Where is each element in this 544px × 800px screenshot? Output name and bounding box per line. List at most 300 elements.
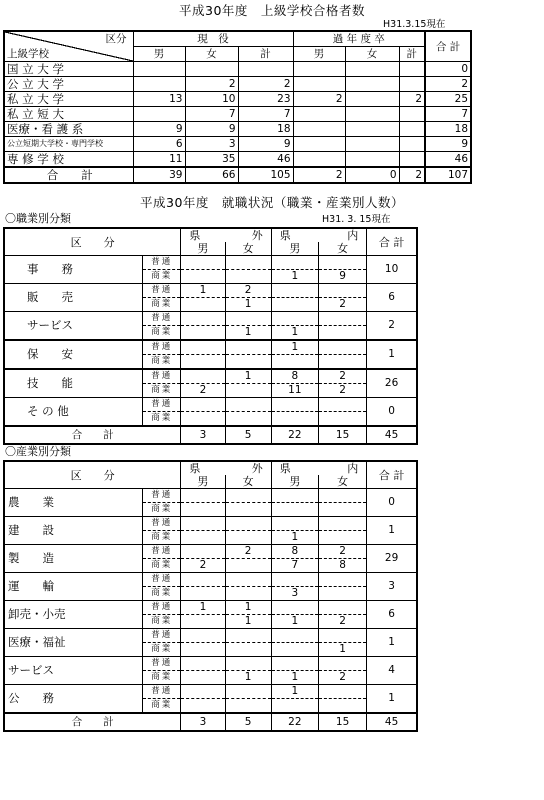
cell: 2 <box>238 77 293 92</box>
cell <box>318 312 366 326</box>
cell: 1 <box>271 671 318 685</box>
cell <box>181 671 225 685</box>
course-general-label: 普通 <box>143 657 181 671</box>
cell: 1 <box>271 531 318 545</box>
cell <box>181 699 225 714</box>
cell: 9 <box>133 122 185 137</box>
cell <box>271 629 318 643</box>
school-type-label: 専 修 学 校 <box>4 152 133 168</box>
sum-cell: 3 <box>181 426 225 444</box>
header-subtotal: 計 <box>399 47 425 62</box>
school-type-label: 私 立 大 学 <box>4 92 133 107</box>
header-male: 男 <box>271 475 318 489</box>
cell <box>225 398 271 412</box>
cell <box>225 355 271 370</box>
course-general-label: 普通 <box>143 398 181 412</box>
category-total: 1 <box>367 517 417 545</box>
header-kubun: 区 分 <box>4 228 181 256</box>
header-outside-b: 外 <box>251 229 263 242</box>
cell <box>318 256 366 270</box>
header-kubun: 区 分 <box>4 461 181 489</box>
cell <box>271 699 318 714</box>
admission-row <box>4 77 471 92</box>
course-commerce-label: 商業 <box>143 615 181 629</box>
cell: 107 <box>425 167 471 183</box>
header-male: 男 <box>133 47 185 62</box>
header-outside-a: 県 <box>189 462 201 475</box>
school-type-label: 医療・看 護 系 <box>4 122 133 137</box>
category-label: そ の 他 <box>4 398 143 427</box>
cell: 39 <box>133 167 185 183</box>
cell: 10 <box>185 92 238 107</box>
cell <box>225 559 271 573</box>
cell <box>271 643 318 657</box>
cell: 9 <box>318 270 366 284</box>
category-total: 2 <box>367 312 417 341</box>
header-inside-a: 県 <box>279 229 291 242</box>
cell: 18 <box>238 122 293 137</box>
school-type-label: 公 立 大 学 <box>4 77 133 92</box>
cell <box>181 412 225 427</box>
cell <box>345 77 399 92</box>
cell: 8 <box>271 369 318 384</box>
school-type-label: 公立短期大学校・専門学校 <box>4 137 133 152</box>
sum-label: 合 計 <box>4 713 181 731</box>
course-commerce-label: 商業 <box>143 587 181 601</box>
course-general-label: 普通 <box>143 573 181 587</box>
cell <box>318 573 366 587</box>
admission-total-row <box>4 167 471 183</box>
cell: 46 <box>425 152 471 168</box>
category-label: 技 能 <box>4 369 143 398</box>
category-total: 0 <box>367 398 417 427</box>
header-female: 女 <box>318 242 366 256</box>
admission-row <box>4 62 471 77</box>
cell <box>318 340 366 355</box>
cell <box>225 699 271 714</box>
header-male: 男 <box>293 47 345 62</box>
admission-row <box>4 137 471 152</box>
cell <box>225 643 271 657</box>
category-label: 事 務 <box>4 256 143 284</box>
category-label: サービス <box>4 312 143 341</box>
cell: 6 <box>133 137 185 152</box>
cell: 2 <box>425 77 471 92</box>
cell <box>181 398 225 412</box>
cell <box>181 643 225 657</box>
cell <box>133 107 185 122</box>
cell <box>181 489 225 503</box>
cell <box>181 615 225 629</box>
cell <box>399 107 425 122</box>
category-row-general <box>4 489 417 503</box>
admission-as-of-date: H31.3.15現在 <box>383 19 446 30</box>
course-commerce-label: 商業 <box>143 412 181 427</box>
cell: 2 <box>225 284 271 298</box>
cell: 9 <box>185 122 238 137</box>
school-type-label: 私 立 短 大 <box>4 107 133 122</box>
category-total: 4 <box>367 657 417 685</box>
cell <box>271 517 318 531</box>
cell: 8 <box>318 559 366 573</box>
header-inside-prefecture <box>271 461 366 475</box>
cell <box>271 573 318 587</box>
cell <box>318 517 366 531</box>
cell <box>181 326 225 341</box>
cell <box>225 629 271 643</box>
category-row-general <box>4 601 417 615</box>
admission-table <box>3 30 472 184</box>
cell <box>271 312 318 326</box>
cell <box>181 355 225 370</box>
cell <box>225 517 271 531</box>
cell: 35 <box>185 152 238 168</box>
course-general-label: 普通 <box>143 284 181 298</box>
cell <box>225 412 271 427</box>
category-total: 3 <box>367 573 417 601</box>
cell: 0 <box>425 62 471 77</box>
category-total: 26 <box>367 369 417 398</box>
course-general-label: 普通 <box>143 340 181 355</box>
cell <box>345 92 399 107</box>
header-male: 男 <box>271 242 318 256</box>
sum-cell: 15 <box>318 713 366 731</box>
cell: 25 <box>425 92 471 107</box>
cell: 9 <box>425 137 471 152</box>
cell <box>399 137 425 152</box>
industry-section-label: 〇産業別分類 <box>5 445 71 458</box>
category-label: 製 造 <box>4 545 143 573</box>
sum-label: 合 計 <box>4 426 181 444</box>
category-row-general <box>4 284 417 298</box>
header-outside-b: 外 <box>251 462 263 475</box>
cell <box>181 517 225 531</box>
cell <box>271 657 318 671</box>
header-female: 女 <box>185 47 238 62</box>
cell <box>318 531 366 545</box>
header-total: 合 計 <box>367 228 417 256</box>
cell <box>271 298 318 312</box>
employment-as-of-date: H31. 3. 15現在 <box>322 214 391 225</box>
cell: 3 <box>185 137 238 152</box>
cell <box>271 503 318 517</box>
cell <box>271 601 318 615</box>
header-outside-prefecture <box>181 461 271 475</box>
sum-row <box>4 713 417 731</box>
category-label: 農 業 <box>4 489 143 517</box>
cell <box>293 122 345 137</box>
cell: 1 <box>225 601 271 615</box>
cell <box>271 355 318 370</box>
cell: 1 <box>271 270 318 284</box>
course-general-label: 普通 <box>143 256 181 270</box>
cell <box>181 657 225 671</box>
sum-cell: 5 <box>225 713 271 731</box>
cell: 2 <box>318 298 366 312</box>
category-label: 運 輸 <box>4 573 143 601</box>
header-total: 合 計 <box>367 461 417 489</box>
header-female: 女 <box>318 475 366 489</box>
cell <box>345 62 399 77</box>
admission-row <box>4 107 471 122</box>
cell <box>318 503 366 517</box>
cell <box>345 107 399 122</box>
cell <box>225 657 271 671</box>
admission-row <box>4 122 471 137</box>
cell <box>293 77 345 92</box>
category-label: 公 務 <box>4 685 143 714</box>
category-row-general <box>4 685 417 699</box>
course-commerce-label: 商業 <box>143 503 181 517</box>
cell: 2 <box>318 615 366 629</box>
category-row-general <box>4 545 417 559</box>
corner-row-label: 上級学校 <box>7 48 49 60</box>
cell <box>181 503 225 517</box>
cell: 7 <box>425 107 471 122</box>
cell <box>293 152 345 168</box>
cell <box>181 573 225 587</box>
cell <box>318 398 366 412</box>
cell <box>293 62 345 77</box>
cell: 11 <box>133 152 185 168</box>
cell: 1 <box>271 326 318 341</box>
cell: 2 <box>399 167 425 183</box>
category-row-general <box>4 369 417 384</box>
cell <box>318 489 366 503</box>
cell <box>271 489 318 503</box>
cell: 1 <box>271 685 318 699</box>
cell <box>318 326 366 341</box>
cell: 2 <box>399 92 425 107</box>
header-corner <box>4 31 133 62</box>
header-inside-prefecture <box>271 228 366 242</box>
category-row-general <box>4 573 417 587</box>
category-total: 1 <box>367 685 417 714</box>
cell: 2 <box>318 384 366 398</box>
school-type-label: 国 立 大 学 <box>4 62 133 77</box>
cell: 1 <box>225 298 271 312</box>
sum-cell: 3 <box>181 713 225 731</box>
cell: 2 <box>225 545 271 559</box>
employment-title: 平成30年度 就職状況（職業・産業別人数） <box>140 195 404 210</box>
header-grand-total: 合 計 <box>425 31 471 62</box>
course-commerce-label: 商業 <box>143 326 181 341</box>
cell: 11 <box>271 384 318 398</box>
cell: 2 <box>318 671 366 685</box>
cell: 2 <box>293 92 345 107</box>
cell: 1 <box>271 615 318 629</box>
cell <box>225 573 271 587</box>
cell <box>181 685 225 699</box>
admission-row <box>4 152 471 168</box>
category-label: 保 安 <box>4 340 143 369</box>
cell: 9 <box>238 137 293 152</box>
cell <box>181 312 225 326</box>
cell <box>225 340 271 355</box>
cell <box>318 699 366 714</box>
occupation-section-label: 〇職業別分類 <box>5 212 71 225</box>
category-total: 6 <box>367 284 417 312</box>
header-female: 女 <box>225 475 271 489</box>
cell <box>318 657 366 671</box>
category-total: 6 <box>367 601 417 629</box>
category-total: 1 <box>367 340 417 369</box>
cell <box>225 587 271 601</box>
cell <box>271 398 318 412</box>
cell: 3 <box>271 587 318 601</box>
industry-table <box>3 460 418 732</box>
cell <box>181 369 225 384</box>
category-label: 販 売 <box>4 284 143 312</box>
course-general-label: 普通 <box>143 312 181 326</box>
cell: 8 <box>271 545 318 559</box>
occupation-table <box>3 227 418 445</box>
sum-cell: 5 <box>225 426 271 444</box>
cell <box>318 284 366 298</box>
cell <box>318 685 366 699</box>
cell: 7 <box>185 107 238 122</box>
category-label: 卸売・小売 <box>4 601 143 629</box>
course-general-label: 普通 <box>143 629 181 643</box>
cell <box>318 355 366 370</box>
course-commerce-label: 商業 <box>143 384 181 398</box>
course-commerce-label: 商業 <box>143 355 181 370</box>
cell: 1 <box>181 601 225 615</box>
header-outside-prefecture <box>181 228 271 242</box>
cell <box>225 489 271 503</box>
sum-cell: 45 <box>367 426 417 444</box>
course-commerce-label: 商業 <box>143 559 181 573</box>
category-total: 0 <box>367 489 417 517</box>
cell: 1 <box>271 340 318 355</box>
cell: 46 <box>238 152 293 168</box>
cell <box>181 298 225 312</box>
cell <box>181 531 225 545</box>
cell <box>271 412 318 427</box>
course-general-label: 普通 <box>143 369 181 384</box>
course-general-label: 普通 <box>143 685 181 699</box>
header-female: 女 <box>225 242 271 256</box>
course-commerce-label: 商業 <box>143 699 181 714</box>
course-general-label: 普通 <box>143 489 181 503</box>
cell <box>181 340 225 355</box>
header-subtotal: 計 <box>238 47 293 62</box>
category-total: 10 <box>367 256 417 284</box>
cell: 1 <box>225 615 271 629</box>
header-inside-b: 内 <box>347 229 359 242</box>
header-past-graduates: 過 年 度 卒 <box>293 31 425 47</box>
header-male: 男 <box>181 475 225 489</box>
header-inside-b: 内 <box>347 462 359 475</box>
category-row-general <box>4 657 417 671</box>
cell <box>318 629 366 643</box>
cell: 2 <box>318 545 366 559</box>
cell: 1 <box>225 326 271 341</box>
cell <box>293 107 345 122</box>
category-total: 29 <box>367 545 417 573</box>
cell <box>318 601 366 615</box>
cell <box>225 384 271 398</box>
cell: 7 <box>238 107 293 122</box>
cell <box>225 531 271 545</box>
cell: 105 <box>238 167 293 183</box>
cell <box>399 77 425 92</box>
cell: 0 <box>345 167 399 183</box>
cell <box>225 256 271 270</box>
corner-col-label: 区分 <box>105 33 127 45</box>
course-commerce-label: 商業 <box>143 270 181 284</box>
cell <box>399 62 425 77</box>
category-row-general <box>4 256 417 270</box>
category-row-general <box>4 629 417 643</box>
category-label: サービス <box>4 657 143 685</box>
cell: 2 <box>318 369 366 384</box>
cell: 13 <box>133 92 185 107</box>
sum-cell: 22 <box>271 713 318 731</box>
category-total: 1 <box>367 629 417 657</box>
cell: 1 <box>318 643 366 657</box>
cell <box>181 545 225 559</box>
sum-cell: 45 <box>367 713 417 731</box>
cell <box>133 62 185 77</box>
admission-row <box>4 92 471 107</box>
course-commerce-label: 商業 <box>143 643 181 657</box>
category-row-general <box>4 340 417 355</box>
cell <box>181 270 225 284</box>
cell: 7 <box>271 559 318 573</box>
cell <box>318 412 366 427</box>
cell <box>399 152 425 168</box>
cell: 1 <box>225 369 271 384</box>
cell <box>345 152 399 168</box>
cell <box>181 629 225 643</box>
cell: 2 <box>181 559 225 573</box>
cell <box>238 62 293 77</box>
header-outside-a: 県 <box>189 229 201 242</box>
category-row-general <box>4 517 417 531</box>
course-commerce-label: 商業 <box>143 531 181 545</box>
header-inside-a: 県 <box>279 462 291 475</box>
cell: 23 <box>238 92 293 107</box>
course-commerce-label: 商業 <box>143 671 181 685</box>
category-label: 医療・福祉 <box>4 629 143 657</box>
sum-row <box>4 426 417 444</box>
cell <box>345 122 399 137</box>
category-label: 建 設 <box>4 517 143 545</box>
cell <box>185 62 238 77</box>
total-label: 合 計 <box>4 167 133 183</box>
cell <box>293 137 345 152</box>
cell <box>181 587 225 601</box>
cell: 1 <box>181 284 225 298</box>
cell: 18 <box>425 122 471 137</box>
cell <box>225 270 271 284</box>
sum-cell: 15 <box>318 426 366 444</box>
sum-cell: 22 <box>271 426 318 444</box>
cell <box>345 137 399 152</box>
cell <box>225 685 271 699</box>
course-general-label: 普通 <box>143 517 181 531</box>
cell: 2 <box>181 384 225 398</box>
header-male: 男 <box>181 242 225 256</box>
category-row-general <box>4 398 417 412</box>
category-row-general <box>4 312 417 326</box>
cell <box>181 256 225 270</box>
course-general-label: 普通 <box>143 545 181 559</box>
cell: 2 <box>185 77 238 92</box>
cell <box>318 587 366 601</box>
cell: 2 <box>293 167 345 183</box>
